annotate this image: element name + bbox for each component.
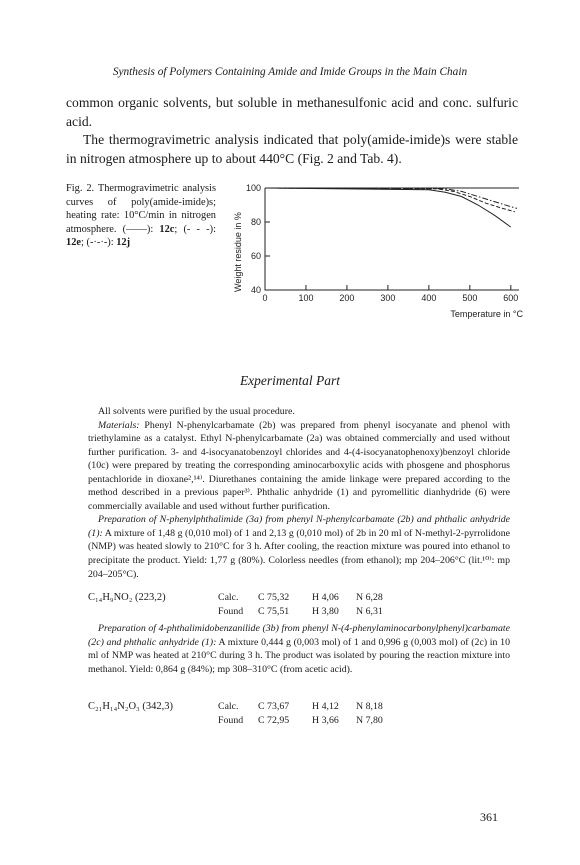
analysis-formula (88, 605, 218, 619)
prep2-paragraph: Preparation of 4-phthalimidobenzanilide (3b) from phenyl N-(4-phenylaminocarbonylphenyl)carbamate (2c) and phthalic anhydride (1): A mixture 0,444 g (0,003 mol) of 1 and 0,996 g (0,003 mol) of (2c) in 10 ml of NMP was heated at 210°C during 3 h. The product was isolated by pouring the reaction mixture into methanol. Yield: 0,864 g (84%); mp 308–310°C (from acetic acid). (88, 623, 511, 675)
analysis-n: N 7,80 (356, 714, 383, 726)
body-paragraph-1: All solvents were purified by the usual procedure. (98, 406, 295, 417)
prep2-block (88, 622, 510, 676)
analysis-table-2 (88, 700, 510, 727)
x-tick-label: 200 (339, 293, 355, 303)
x-tick-label: 400 (421, 293, 437, 303)
running-head: Synthesis of Polymers Containing Amide and Imide Groups in the Main Chain (112, 66, 468, 78)
y-tick-label: 80 (250, 217, 261, 227)
analysis-label: Calc. (218, 592, 239, 603)
plot-frame (265, 188, 519, 290)
analysis-formula: C₁₄H₉NO₂ (223,2) (88, 592, 166, 603)
x-tick-label: 300 (380, 293, 396, 303)
analysis-row (88, 714, 510, 728)
analysis-h: H 4,12 (312, 701, 339, 712)
analysis-c: C 73,67 (258, 701, 290, 712)
caption-label: Fig. 2. (66, 183, 95, 194)
series-line-12e (265, 188, 515, 212)
analysis-formula: C₂₁H₁₄N₂O₃ (342,3) (88, 701, 173, 712)
x-tick-label: 500 (462, 293, 478, 303)
analysis-n: N 6,28 (356, 592, 383, 603)
y-axis-label: Weight residue in % (233, 212, 243, 292)
y-tick-label: 100 (245, 183, 261, 193)
analysis-h: H 4,06 (312, 592, 339, 603)
figure-caption (66, 182, 216, 250)
analysis-label: Calc. (218, 701, 239, 712)
caption-text: Thermogravimetric analysis curves of poly(amide-imide)s; heating rate: 10°C/min in nitrogen atmosphere. (66, 183, 216, 235)
legend-12e: (- - -): 12e; (66, 223, 216, 249)
y-tick-label: 40 (250, 285, 261, 295)
prep1-paragraph: Preparation of N-phenylphthalimide (3a) from phenyl N-phenylcarbamate (2b) and phthalic anhydride (1): A mixture of 1,48 g (0,010 mol) of 1 and 2,13 g (0,010 mol) of 2b in 20 ml of N-methyl-2-pyrrolidone (NMP) was heated slowly to 210°C for 3 h. After cooling, the reaction mixture was poured into ethanol to precipitate the product. Yield: 1,77 g (80%). Colorless needles (from ethanol); mp 204–206°C (lit.¹⁰⁾: mp 204–205°C). (88, 514, 510, 580)
analysis-c: C 72,95 (258, 714, 290, 726)
analysis-c: C 75,51 (258, 605, 290, 617)
analysis-formula (88, 714, 218, 728)
intro-paragraph-2: The thermogravimetric analysis indicated that poly(amide-imide)s were stable in nitrogen atmosphere up to about 440°C (Fig. 2 and Tab. 4). (66, 132, 518, 166)
analysis-c: C 75,32 (258, 592, 290, 603)
legend-12c: (——): 12c; (122, 223, 178, 235)
x-axis-label: Temperature in °C (450, 309, 523, 319)
analysis-row (88, 700, 510, 714)
materials-paragraph: Materials: Phenyl N-phenylcarbamate (2b) was prepared from phenyl isocyanate and phenol with triethylamine as a catalyst. Ethyl N-phenylcarbamate (2a) was obtained commercially and used without further purification. 3- and 4-isocyanatobenzoyl chlorides and 4-(4-isocyanatophenoxy)benzoyl chloride (10c) were prepared by treating the corresponding aminocarboxylic acids with phosgene and phosphorus pentachloride in dioxane²,¹⁴⁾. Diurethanes containing the amide linkage were prepared according to the method described in a previous paper³⁾. Phthalic anhydride (1) and pyromellitic dianhydride (6) were commercially available and used without further purification. (88, 419, 510, 512)
y-tick-label: 60 (250, 251, 261, 261)
analysis-n: N 8,18 (356, 701, 383, 712)
experimental-body (88, 405, 510, 581)
intro-text (66, 94, 518, 168)
section-title: Experimental Part (239, 373, 341, 388)
series-line-12c (265, 188, 511, 227)
legend-12j: (-·-·-): 12j (86, 237, 131, 249)
x-tick-label: 0 (262, 293, 268, 303)
analysis-row (88, 591, 510, 605)
x-tick-label: 600 (503, 293, 519, 303)
intro-paragraph-1: common organic solvents, but soluble in methanesulfonic acid and conc. sulfuric acid. (66, 95, 518, 129)
analysis-label: Found (218, 714, 244, 726)
analysis-h: H 3,80 (312, 605, 339, 617)
page-number: 361 (480, 810, 498, 824)
x-tick-label: 100 (298, 293, 314, 303)
analysis-n: N 6,31 (356, 605, 383, 617)
analysis-row (88, 605, 510, 619)
analysis-table-1 (88, 591, 510, 618)
tga-chart (225, 180, 525, 320)
analysis-h: H 3,66 (312, 714, 339, 726)
analysis-label: Found (218, 605, 244, 617)
